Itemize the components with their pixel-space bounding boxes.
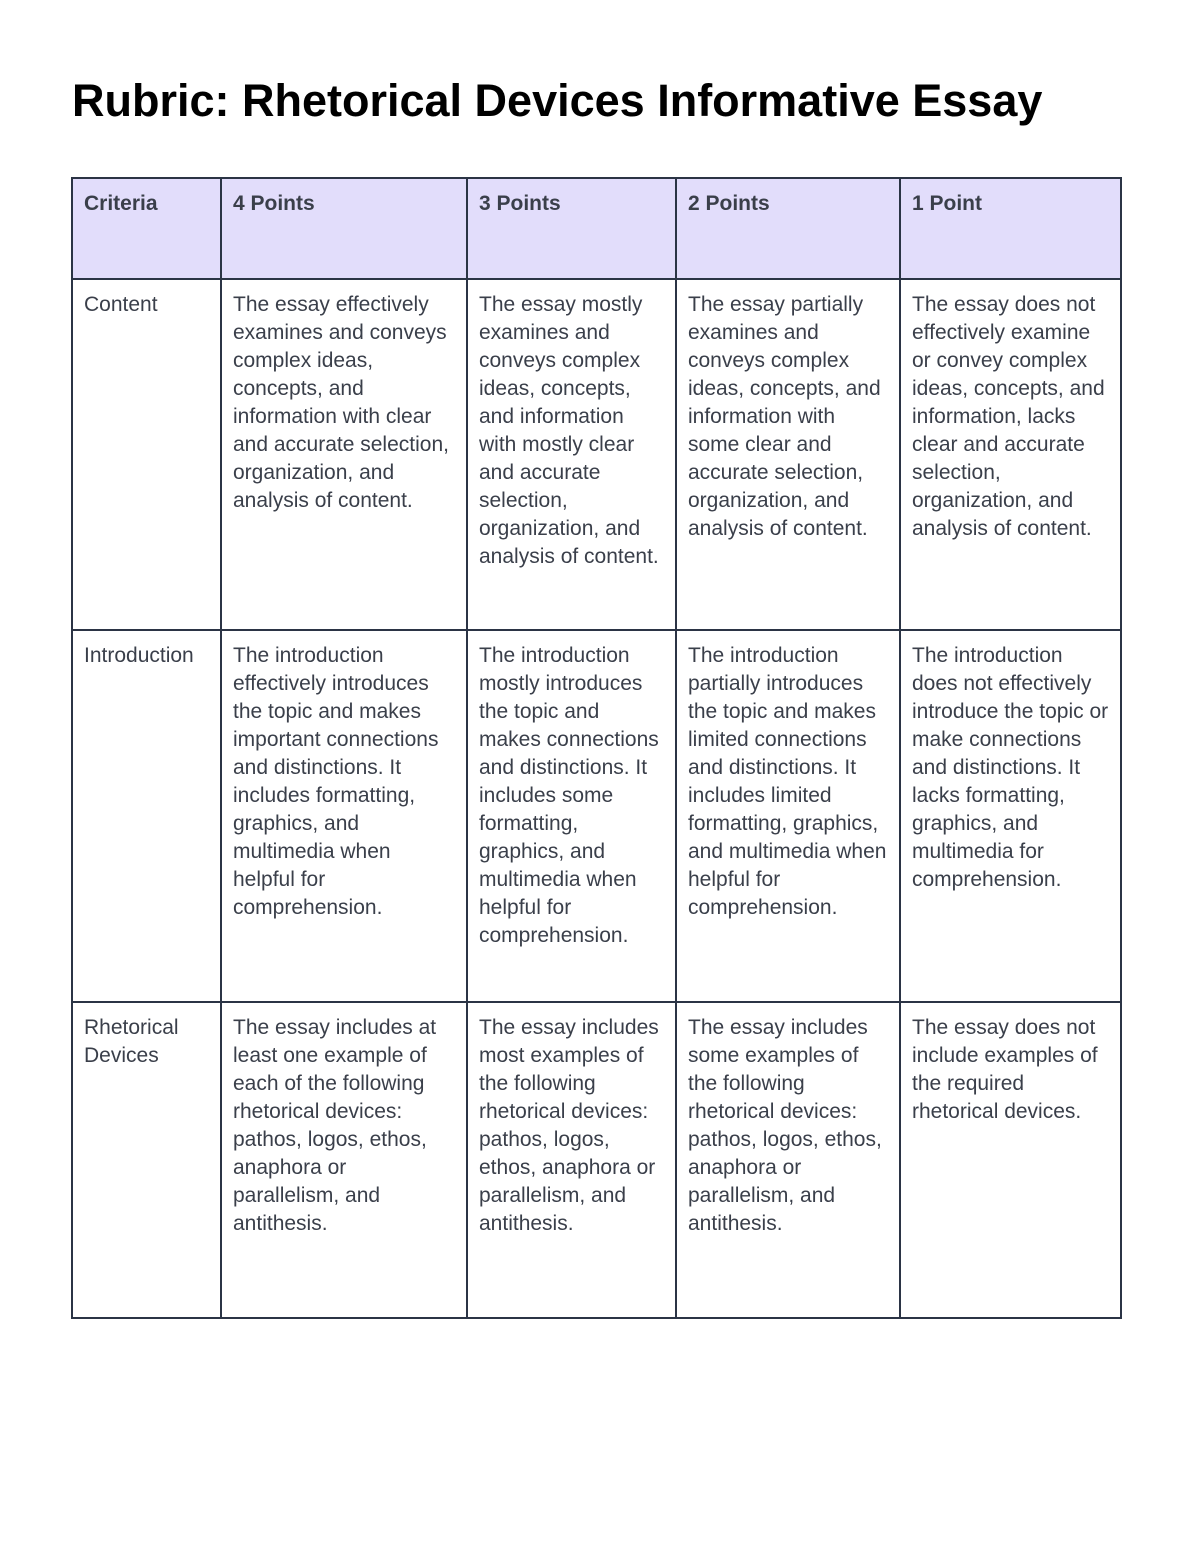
descriptor-2-points: The introduction partially introduces the topic and makes limited connections and distinctions. It includes limited formatting, graphics, and multimedia when helpful for comprehension. [676,630,900,1002]
descriptor-1-point: The introduction does not effectively introduce the topic or make connections and distinctions. It lacks formatting, graphics, and multimedia for comprehension. [900,630,1121,1002]
descriptor-4-points: The introduction effectively introduces the topic and makes important connections and distinctions. It includes formatting, graphics, and multimedia when helpful for comprehension. [221,630,467,1002]
rubric-header-row [72,178,1121,279]
descriptor-1-point: The essay does not effectively examine or convey complex ideas, concepts, and information, lacks clear and accurate selection, organization, and analysis of content. [900,279,1121,630]
header-3-points: 3 Points [467,178,676,279]
criteria-label: Content [72,279,221,630]
descriptor-3-points: The essay includes most examples of the following rhetorical devices: pathos, logos, ethos, anaphora or parallelism, and antithesis. [467,1002,676,1318]
rubric-row-rhetorical-devices [72,1002,1121,1318]
rubric-table [71,177,1122,1319]
criteria-label: Rhetorical Devices [72,1002,221,1318]
header-2-points: 2 Points [676,178,900,279]
descriptor-3-points: The essay mostly examines and conveys complex ideas, concepts, and information with mostly clear and accurate selection, organization, and analysis of content. [467,279,676,630]
descriptor-4-points: The essay effectively examines and conveys complex ideas, concepts, and information with clear and accurate selection, organization, and analysis of content. [221,279,467,630]
descriptor-2-points: The essay includes some examples of the following rhetorical devices: pathos, logos, ethos, anaphora or parallelism, and antithesis. [676,1002,900,1318]
descriptor-2-points: The essay partially examines and conveys complex ideas, concepts, and information with some clear and accurate selection, organization, and analysis of content. [676,279,900,630]
header-criteria: Criteria [72,178,221,279]
descriptor-4-points: The essay includes at least one example of each of the following rhetorical devices: pathos, logos, ethos, anaphora or parallelism, and antithesis. [221,1002,467,1318]
descriptor-1-point: The essay does not include examples of the required rhetorical devices. [900,1002,1121,1318]
descriptor-3-points: The introduction mostly introduces the topic and makes connections and distinctions. It includes some formatting, graphics, and multimedia when helpful for comprehension. [467,630,676,1002]
rubric-row-content [72,279,1121,630]
criteria-label: Introduction [72,630,221,1002]
header-4-points: 4 Points [221,178,467,279]
header-1-point: 1 Point [900,178,1121,279]
page-title: Rubric: Rhetorical Devices Informative Essay [72,75,1043,126]
rubric-row-introduction [72,630,1121,1002]
